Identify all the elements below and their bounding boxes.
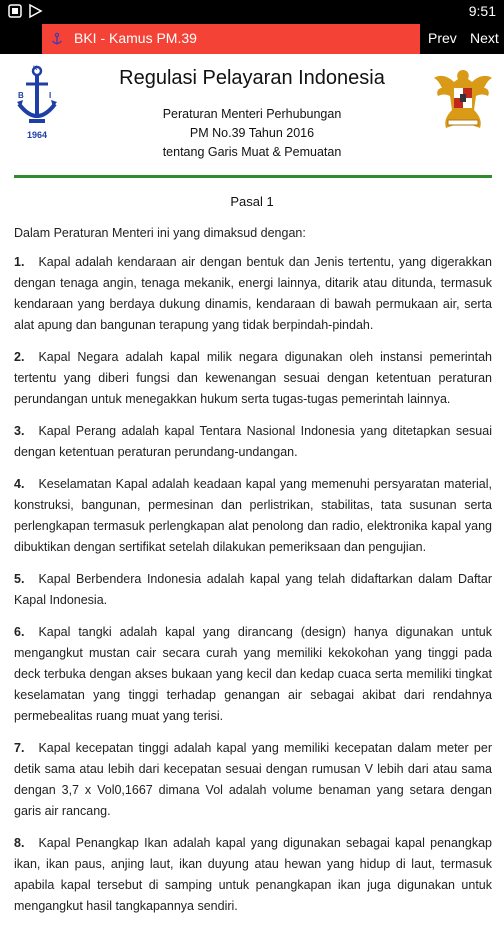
list-item: 1. Kapal adalah kendaraan air dengan bentuk dan Jenis tertentu, yang digerakkan dengan tenaga angin, tenaga mekanik, energi lainnya, ditarik atau ditunda, termasuk kendaraan yang berdaya dukung dinamis, kendaraan di bawah permukaan air, serta alat apung dan bangunan terapung yang tidak berpindah-pindah. [14, 255, 492, 332]
list-item: 3. Kapal Perang adalah kapal Tentara Nasional Indonesia yang ditetapkan sesuai dengan ketentuan peraturan perundang-undangan. [14, 424, 492, 459]
status-bar [0, 0, 504, 24]
section-heading: Pasal 1 [230, 194, 274, 209]
subtitle-line-2: PM No.39 Tahun 2016 [189, 126, 315, 140]
svg-text:B: B [18, 91, 24, 100]
notification-icon [8, 4, 22, 18]
intro-text: Dalam Peraturan Menteri ini yang dimaksud dengan: [14, 226, 306, 240]
bki-logo-year: 1964 [26, 130, 48, 140]
app-title: BKI - Kamus PM.39 [74, 30, 197, 46]
header-divider [14, 175, 492, 178]
list-item: 6. Kapal tangki adalah kapal yang dirancang (design) hanya digunakan untuk mengangkut mustan cair secara curah yang memiliki kekokohan yang tinggi pada deck terbuka dengan akses bukaan yang kecil dan kedap cuaca serta memiliki tingkat keselamatan yang tinggi terhadap genangan air sebagai akibat dari rendahnya permebealitas ruang muat yang terisi. [14, 625, 492, 723]
document-header [0, 54, 504, 176]
svg-text:I: I [49, 91, 52, 100]
prev-button[interactable]: Prev [428, 30, 457, 46]
list-item: 2. Kapal Negara adalah kapal milik negara digunakan oleh instansi pemerintah tertentu yang diberi fungsi dan kewenangan sesuai dengan ketentuan peraturan perundangan untuk menegakkan hukum serta tugas-tugas pemerintah lainnya. [14, 350, 492, 406]
subtitle-line-3: tentang Garis Muat & Pemuatan [162, 145, 342, 159]
list-item: 7. Kapal kecepatan tinggi adalah kapal yang memiliki kecepatan dalam meter per detik sama atau lebih dari kecepatan sesuai dengan rumusan V lebih dari atau sama dengan 3,7 x Vol0,1667 dimana Vol adalah volume benaman yang setara dengan garis air rancang. [14, 741, 492, 818]
app-title-box [42, 24, 420, 54]
clock: 9:51 [468, 3, 496, 19]
app-bar [0, 24, 504, 54]
document-title: Regulasi Pelayaran Indonesia [119, 67, 385, 89]
definition-list [14, 252, 492, 928]
list-item: 4. Keselamatan Kapal adalah keadaan kapal yang memenuhi persyaratan material, konstruksi, bangunan, permesinan dan perlistrikan, stabilitas, tata susunan serta perlengkapan termasuk perlengkapan alat penolong dan radio, elektronika kapal yang dibuktikan dengan sertifikat setelah dilakukan pemeriksaan dan pengujian. [14, 477, 492, 554]
play-store-icon [28, 4, 42, 18]
list-item: 8. Kapal Penangkap Ikan adalah kapal yang digunakan sebagai kapal penangkap ikan, ikan paus, anjing laut, ikan duyung atau hewan yang hidup di laut, termasuk apabila kapal tersebut di samping untuk penangkapan ikan juga digunakan untuk mengangkut hasil tangkapannya sendiri. [14, 836, 492, 913]
anchor-icon [50, 32, 64, 46]
list-item: 5. Kapal Berbendera Indonesia adalah kapal yang telah didaftarkan dalam Daftar Kapal Indonesia. [14, 572, 492, 607]
next-button[interactable]: Next [470, 30, 499, 46]
svg-text:K: K [33, 66, 38, 72]
subtitle-line-1: Peraturan Menteri Perhubungan [162, 107, 342, 121]
document-view[interactable] [0, 54, 504, 913]
garuda-emblem [432, 64, 494, 134]
